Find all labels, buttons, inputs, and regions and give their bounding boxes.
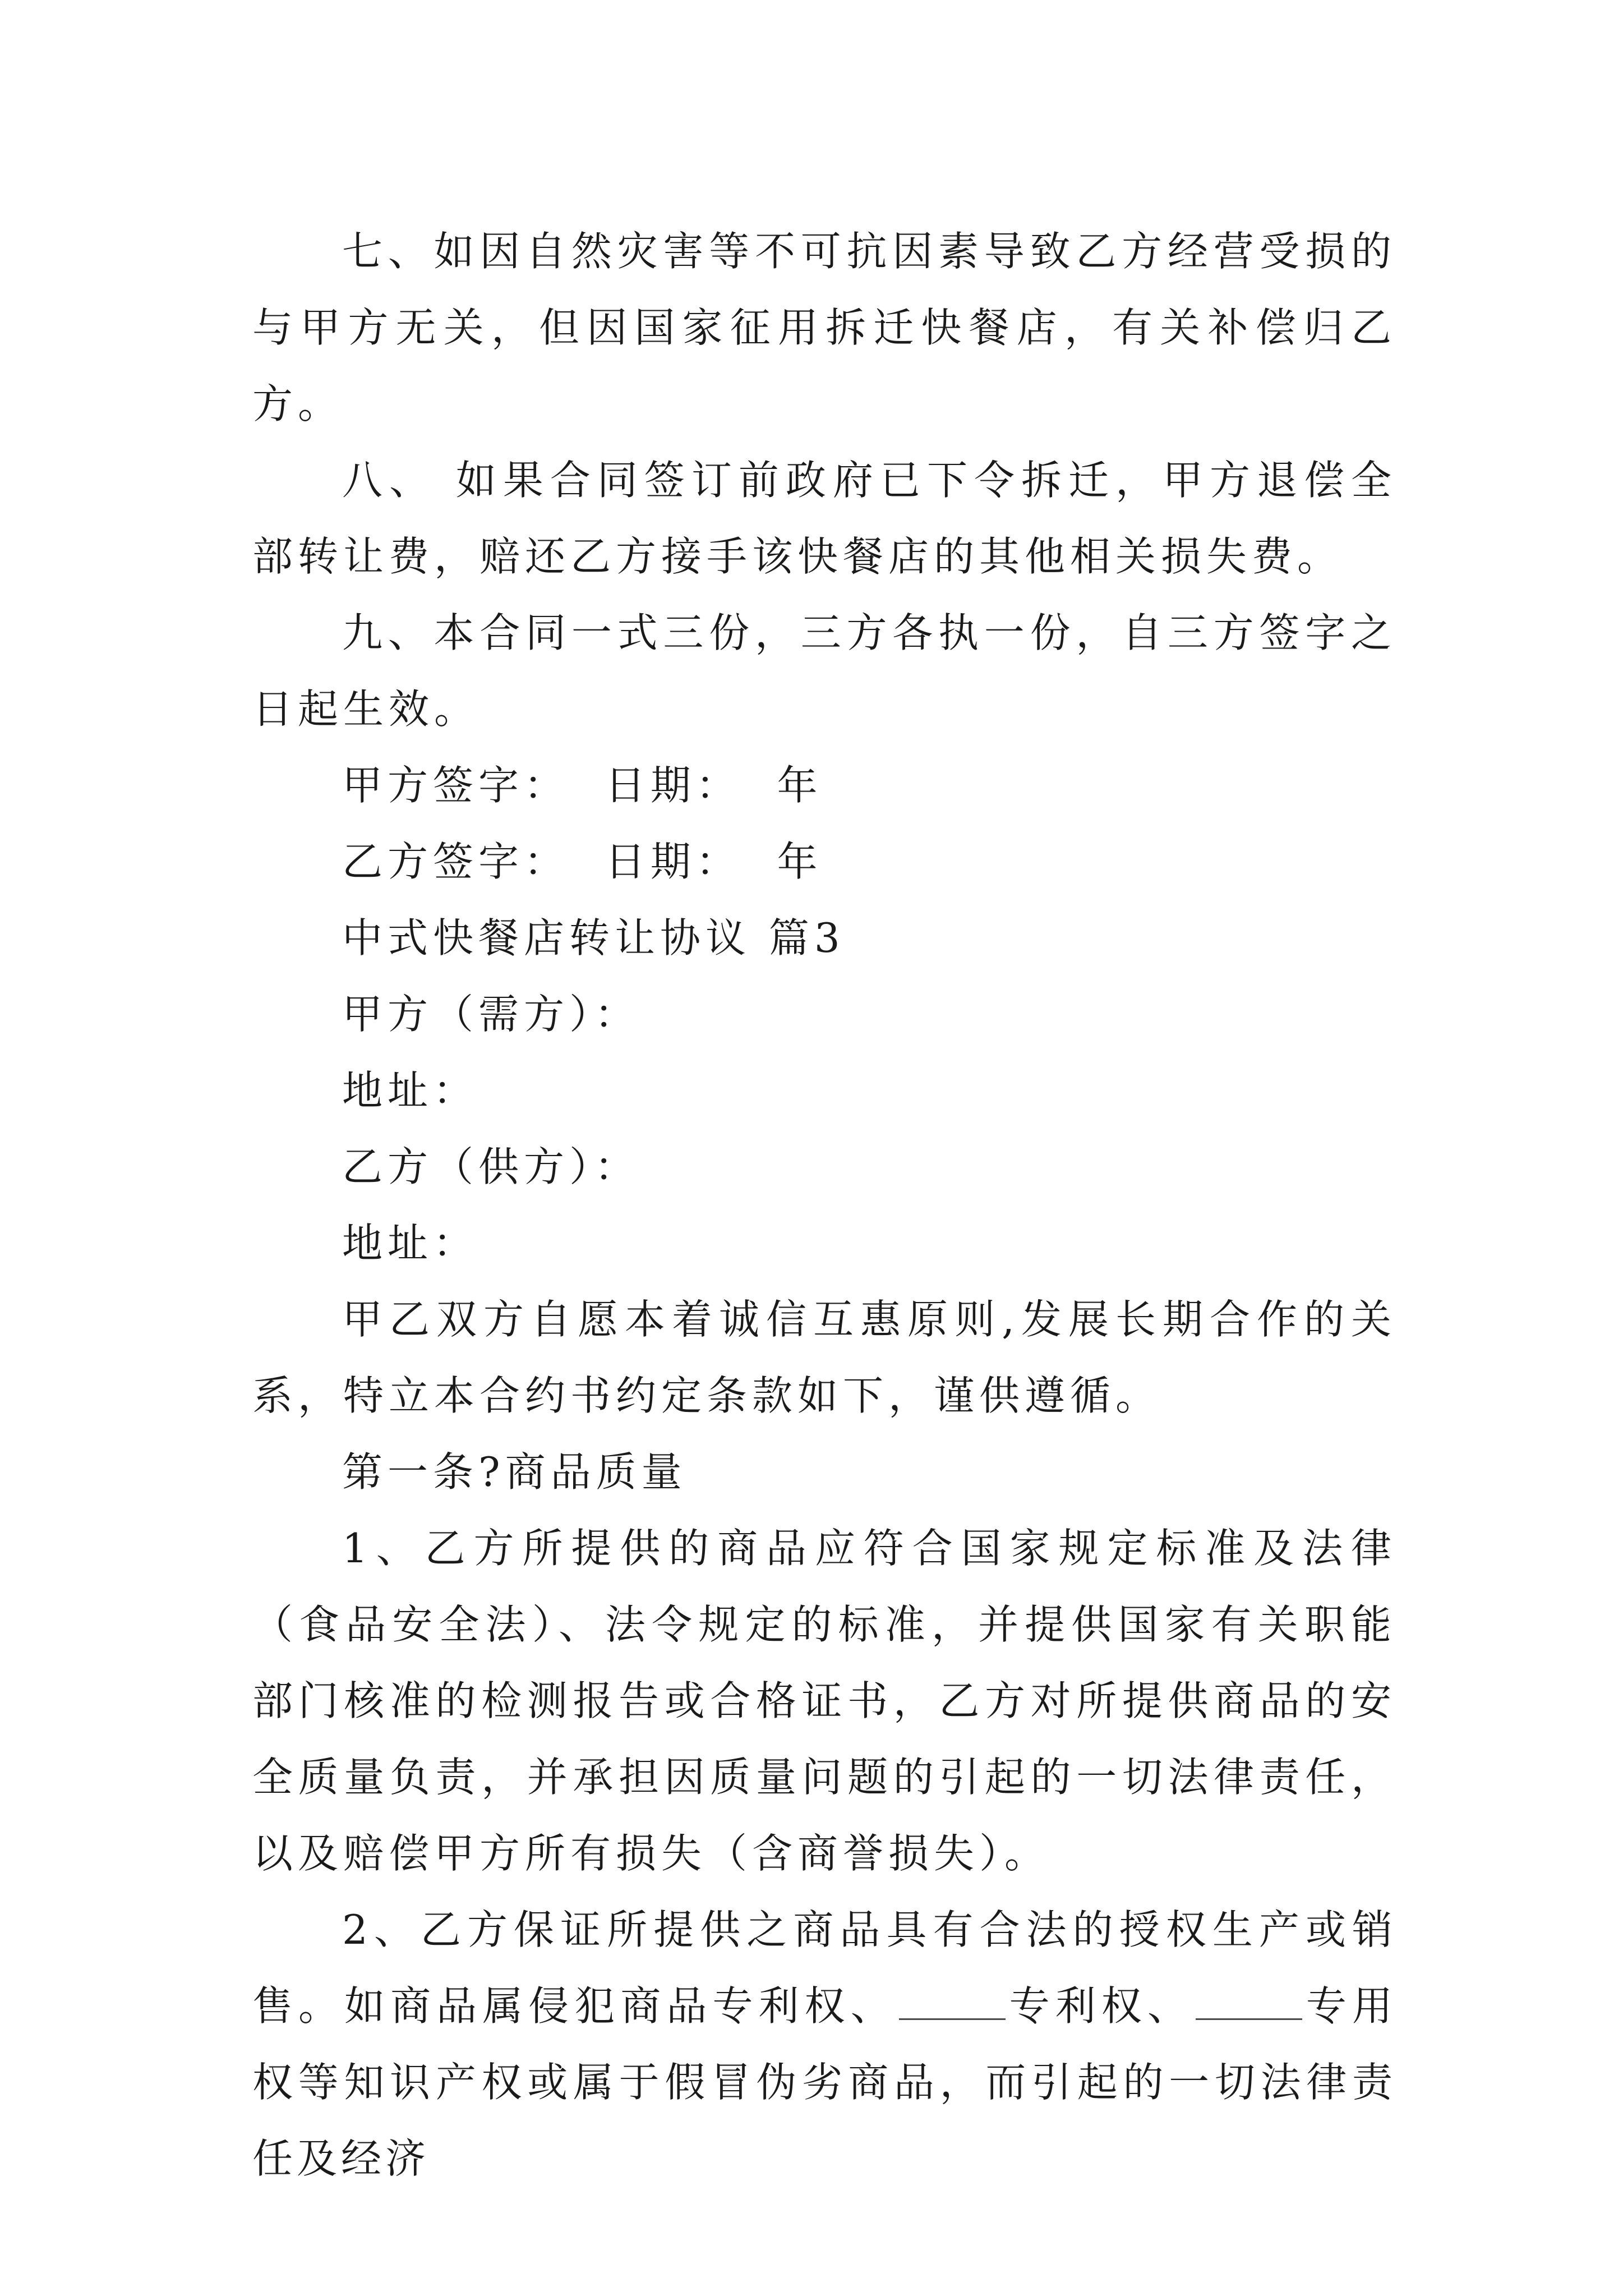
preamble: 甲乙双方自愿本着诚信互惠原则,发展长期合作的关系，特立本合约书约定条款如下，谨供遵循。 xyxy=(252,1296,1396,1419)
article-1-title: 第一条?商品质量 xyxy=(342,1448,687,1496)
item-2-text-part-2: 专利权、 xyxy=(1007,1982,1193,2030)
article-1-item-2 xyxy=(252,1892,1396,2197)
signature-party-a: 甲方签字： 日期： 年 xyxy=(342,762,823,809)
party-a-label: 甲方（需方）： xyxy=(342,991,640,1038)
section-title: 中式快餐店转让协议 篇3 xyxy=(342,914,845,961)
document-body xyxy=(252,213,1396,2197)
blank-line-2 xyxy=(1196,1985,1302,2020)
signature-party-b: 乙方签字： 日期： 年 xyxy=(342,838,823,885)
article-1-item-1: 1、乙方所提供的商品应符合国家规定标准及法律（食品安全法）、法令规定的标准，并提供国家有关职能部门核准的检测报告或合格证书，乙方对所提供商品的安全质量负责，并承担因质量问题的引起的一切法律责任，以及赔偿甲方所有损失（含商誉损失）。 xyxy=(252,1525,1396,1877)
item-2-text-part-3: 专用权等知识产权或属于假冒伪劣商品，而引起的一切法律责任及经济 xyxy=(252,1982,1396,2182)
party-a-address: 地址： xyxy=(342,1067,479,1114)
party-b-label: 乙方（供方）： xyxy=(342,1143,640,1190)
blank-line-1 xyxy=(899,1985,1006,2020)
item-2-text-part-1: 2、乙方保证所提供之商品具有合法的授权生产或销售。如商品属侵犯商品专利权、 xyxy=(252,1906,1396,2030)
clause-9: 九、本合同一式三份，三方各执一份，自三方签字之日起生效。 xyxy=(252,609,1396,733)
clause-7: 七、如因自然灾害等不可抗因素导致乙方经营受损的与甲方无关，但因国家征用拆迁快餐店，有关补偿归乙方。 xyxy=(252,228,1396,427)
party-b-address: 地址： xyxy=(342,1220,479,1267)
clause-8: 八、 如果合同签订前政府已下令拆迁，甲方退偿全部转让费，赔还乙方接手该快餐店的其他相关损失费。 xyxy=(252,457,1396,580)
